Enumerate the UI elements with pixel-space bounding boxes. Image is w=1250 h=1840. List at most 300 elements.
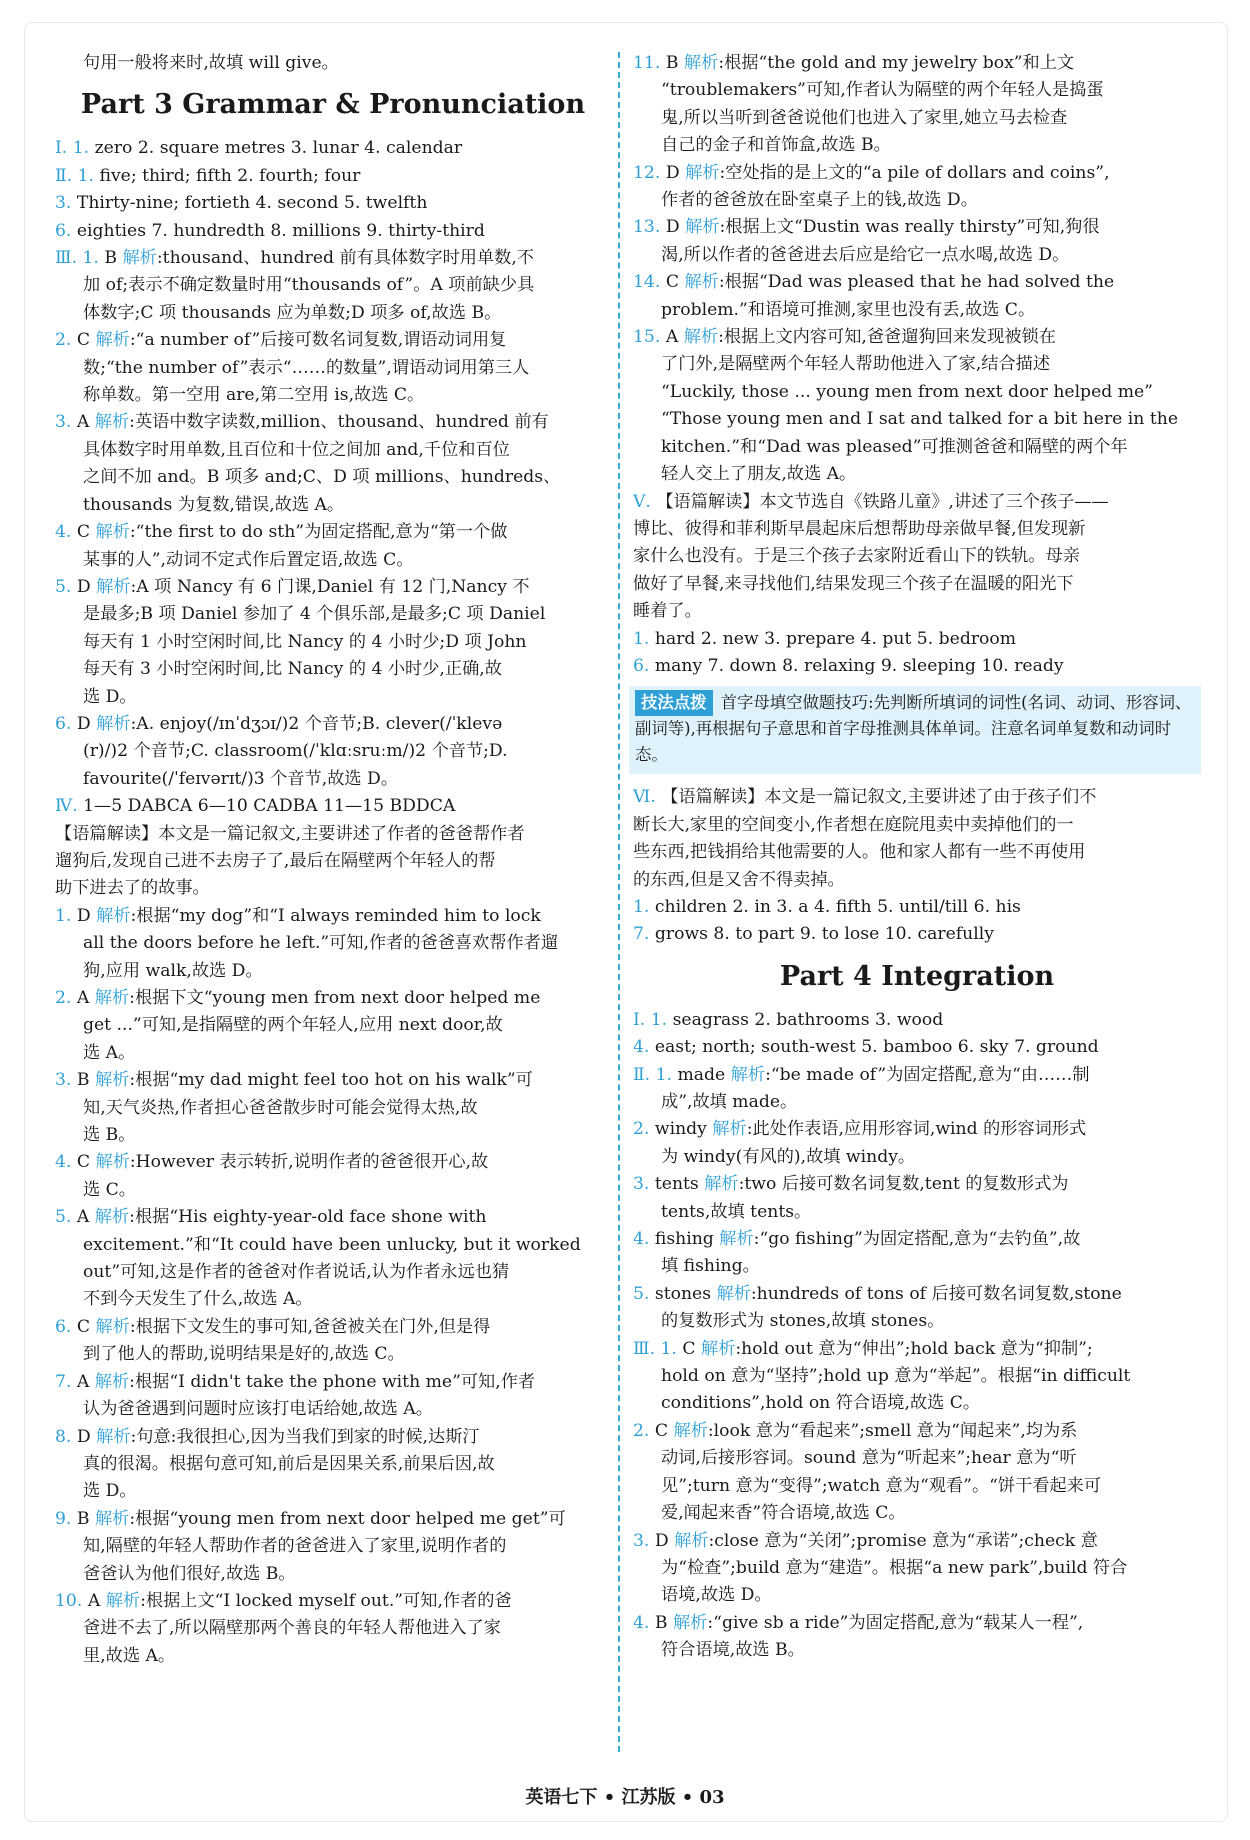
line-text: fishing 解析:“go fishing”为固定搭配,意为“去钓鱼”,故 — [654, 1229, 1081, 1250]
item-number: 2. — [55, 330, 72, 351]
answer-line — [633, 1171, 1201, 1198]
text-line — [633, 812, 1201, 839]
item-number: 6. — [55, 220, 72, 241]
answer-line — [55, 574, 611, 601]
text-line — [633, 1034, 1201, 1061]
analysis-keyword: 解析 — [674, 1530, 709, 1551]
line-text: 某事的人”,动词不定式作后置定语,故选 C。 — [83, 549, 414, 570]
line-text: D 解析:close 意为“关闭”;promise 意为“承诺”;check 意 — [654, 1530, 1098, 1551]
text-line — [55, 1451, 611, 1478]
analysis-keyword: 解析 — [122, 248, 157, 269]
line-text: children 2. in 3. a 4. fifth 5. until/till 6. his — [654, 896, 1021, 917]
item-number: 10. — [55, 1590, 83, 1611]
text-line — [55, 821, 611, 848]
line-text: 的东西,但是又舍不得卖掉。 — [633, 869, 845, 890]
text-line — [55, 1478, 611, 1505]
line-text: 句用一般将来时,故填 will give。 — [83, 53, 339, 73]
item-number: Ⅵ. — [633, 787, 656, 808]
item-number: 5. — [55, 576, 72, 597]
analysis-keyword: 解析 — [95, 1152, 130, 1173]
item-number: 6. — [55, 1316, 72, 1337]
line-text: out”可知,这是作者的爸爸对作者说话,认为作者永远也猜 — [83, 1262, 510, 1283]
text-line — [633, 297, 1201, 324]
text-line — [633, 1089, 1201, 1116]
line-text: 动词,后接形容词。sound 意为“听起来”;hear 意为“听 — [661, 1448, 1077, 1469]
item-number: 4. — [633, 1612, 650, 1633]
line-text: D 解析:根据上文“Dustin was really thirsty”可知,狗很 — [665, 217, 1100, 238]
text-line — [55, 958, 611, 985]
answer-line — [55, 327, 611, 354]
item-number: 4. — [633, 1037, 650, 1058]
line-text: A 解析:根据上文内容可知,爸爸遛狗回来发现被锁在 — [665, 327, 1056, 348]
line-text: five; third; fifth 2. fourth; four — [99, 165, 361, 186]
item-number: 13. — [633, 217, 661, 238]
line-text: 断长大,家里的空间变小,作者想在庭院甩卖中卖掉他们的一 — [633, 814, 1074, 835]
line-text: 了门外,是隔壁两个年轻人帮助他进入了家,结合描述 — [661, 354, 1051, 375]
line-text: 做好了早餐,来寻找他们,结果发现三个孩子在温暖的阳光下 — [633, 573, 1074, 594]
analysis-keyword: 解析 — [96, 1426, 131, 1447]
analysis-keyword: 解析 — [683, 327, 719, 348]
line-text: eighties 7. hundredth 8. millions 9. thirty-third — [76, 220, 485, 241]
analysis-keyword: 解析 — [94, 1207, 130, 1228]
analysis-keyword: 解析 — [672, 1612, 708, 1633]
line-text: 见”;turn 意为“变得”;watch 意为“观看”。“饼干看起来可 — [661, 1475, 1102, 1496]
text-line — [55, 848, 611, 875]
line-text: 语境,故选 D。 — [661, 1585, 772, 1606]
line-text: 加 of;表示不确定数量时用“thousands of”。A 项前缺少具 — [83, 275, 535, 296]
text-line — [633, 406, 1201, 433]
line-text: C 解析:“the first to do sth”为固定搭配,意为“第一个做 — [76, 522, 508, 543]
item-number: 4. — [633, 1229, 650, 1250]
line-text: 选 A。 — [83, 1042, 136, 1063]
text-line — [633, 77, 1201, 104]
text-line — [633, 1582, 1201, 1609]
item-number: 7. — [55, 1371, 72, 1392]
line-text: 到了他人的帮助,说明结果是好的,故选 C。 — [83, 1344, 405, 1365]
answer-line — [55, 409, 611, 436]
line-text: 的复数形式为 stones,故填 stones。 — [661, 1311, 945, 1332]
line-text: A 解析:根据下文“young men from next door helped me — [76, 988, 541, 1008]
line-text: C 解析:hold out 意为“伸出”;hold back 意为“抑制”; — [682, 1338, 1093, 1359]
item-number: 3. — [633, 1530, 650, 1551]
item-number: 8. — [55, 1426, 72, 1447]
text-line — [55, 1396, 611, 1423]
item-number: 2. — [633, 1420, 650, 1441]
line-text: hard 2. new 3. prepare 4. put 5. bedroom — [654, 628, 1017, 649]
analysis-keyword: 解析 — [683, 53, 719, 73]
item-number: Ⅲ. 1. — [633, 1338, 677, 1359]
item-number: 6. — [55, 713, 72, 734]
line-text: D 解析:句意:我很担心,因为当我们到家的时候,达斯汀 — [76, 1426, 480, 1447]
item-number: 12. — [633, 162, 661, 183]
analysis-keyword: 解析 — [730, 1064, 766, 1085]
answer-line — [633, 1062, 1201, 1089]
answer-line — [633, 160, 1201, 187]
line-text: 数;“the number of”表示“……的数量”,谓语动词用第三人 — [83, 357, 530, 378]
analysis-keyword: 解析 — [96, 905, 131, 926]
text-line — [633, 1199, 1201, 1226]
text-line — [633, 489, 1201, 516]
item-number: 9. — [55, 1508, 72, 1529]
line-text: windy 解析:此处作表语,应用形容词,wind 的形容词形式 — [654, 1119, 1087, 1140]
answer-line — [633, 1418, 1201, 1445]
text-line — [633, 1390, 1201, 1417]
line-text: 之间不加 and。B 项多 and;C、D 项 millions、hundreds、 — [83, 467, 561, 488]
line-text: A 解析:英语中数字读数,million、thousand、hundred 前有 — [76, 412, 549, 433]
text-line — [55, 1643, 611, 1670]
text-line — [55, 1561, 611, 1588]
analysis-keyword: 解析 — [94, 988, 130, 1008]
text-line — [633, 132, 1201, 159]
text-line — [55, 272, 611, 299]
text-line — [55, 1615, 611, 1642]
line-text: C 解析:根据下文发生的事可知,爸爸被关在门外,但是得 — [76, 1316, 491, 1337]
item-number: 3. — [633, 1174, 650, 1195]
text-line — [633, 571, 1201, 598]
line-text: 轻人交上了朋友,故选 A。 — [661, 464, 857, 485]
line-text: 每天有 1 小时空闲时间,比 Nancy 的 4 小时少;D 项 John — [83, 631, 527, 652]
answer-line — [55, 1067, 611, 1094]
text-line — [633, 461, 1201, 488]
text-line — [633, 105, 1201, 132]
item-number: 14. — [633, 272, 661, 293]
item-number: Ⅳ. — [55, 796, 78, 817]
line-text: 为“检查”;build 意为“建造”。根据“a new park”,build 符合 — [661, 1557, 1128, 1578]
text-line — [633, 434, 1201, 461]
line-text: 遛狗后,发现自己进不去房子了,最后在隔壁两个年轻人的帮 — [55, 850, 496, 871]
answer-line — [633, 1336, 1201, 1363]
line-text: 自己的金子和首饰盒,故选 B。 — [661, 135, 891, 156]
text-line — [55, 355, 611, 382]
line-text: 选 B。 — [83, 1125, 136, 1146]
answer-line — [633, 1610, 1201, 1637]
analysis-keyword: 解析 — [95, 522, 130, 543]
analysis-keyword: 解析 — [96, 713, 131, 734]
analysis-keyword: 解析 — [94, 1070, 130, 1091]
analysis-keyword: 解析 — [94, 1371, 130, 1392]
text-line — [55, 738, 611, 765]
answer-line — [633, 1528, 1201, 1555]
answer-line — [633, 1226, 1201, 1253]
line-text: C 解析:“a number of”后接可数名词复数,谓语动词用复 — [76, 330, 507, 351]
text-line — [633, 1555, 1201, 1582]
line-text: get ...”可知,是指隔壁的两个年轻人,应用 next door,故 — [83, 1015, 503, 1036]
analysis-keyword: 解析 — [685, 162, 720, 183]
item-number: Ⅲ. 1. — [55, 248, 99, 269]
answer-line — [633, 214, 1201, 241]
item-number: 4. — [55, 1152, 72, 1173]
line-text: 称单数。第一空用 are,第二空用 is,故选 C。 — [83, 385, 425, 406]
line-text: 体数字;C 项 thousands 应为单数;D 项多 of,故选 B。 — [83, 302, 502, 323]
line-text: stones 解析:hundreds of tons of 后接可数名词复数,stone — [654, 1283, 1122, 1304]
text-line — [55, 382, 611, 409]
line-text: 助下进去了的故事。 — [55, 878, 210, 899]
text-line — [633, 1473, 1201, 1500]
line-text: 狗,应用 walk,故选 D。 — [83, 960, 263, 981]
line-text: 填 fishing。 — [661, 1256, 760, 1277]
text-line — [55, 1177, 611, 1204]
analysis-keyword: 解析 — [96, 576, 131, 597]
line-text: B 解析:“give sb a ride”为固定搭配,意为“载某人一程”, — [654, 1612, 1084, 1633]
analysis-keyword: 解析 — [716, 1283, 751, 1304]
line-text: A 解析:根据上文“I locked myself out.”可知,作者的爸 — [87, 1590, 512, 1611]
text-line — [55, 1040, 611, 1067]
text-line — [55, 437, 611, 464]
text-line — [633, 187, 1201, 214]
line-text: 知,天气炎热,作者担心爸爸散步时可能会觉得太热,故 — [83, 1097, 478, 1118]
item-number: 2. — [55, 988, 72, 1008]
line-text: excitement.”和“It could have been unlucky, but it worked — [83, 1234, 581, 1255]
answer-line — [55, 1149, 611, 1176]
line-text: (r)/)2 个音节;C. classroom(/ˈklɑːsruːm/)2 个音节;D. — [83, 741, 508, 762]
line-text: 符合语境,故选 B。 — [661, 1640, 805, 1661]
text-line — [55, 1341, 611, 1368]
text-line — [633, 784, 1201, 811]
line-text: 【语篇解读】本文是一篇记叙文,主要讲述了由于孩子们不 — [661, 787, 1097, 808]
answer-line — [55, 519, 611, 546]
item-number: 7. — [633, 924, 650, 945]
line-text: D 解析:A. enjoy(/ɪnˈdʒɔɪ/)2 个音节;B. clever(/ˈklevə — [76, 713, 503, 734]
line-text: zero 2. square metres 3. lunar 4. calendar — [94, 138, 463, 159]
item-number: Ⅰ. 1. — [633, 1009, 668, 1030]
line-text: 知,隔壁的年轻人帮助作者的爸爸进入了家里,说明作者的 — [83, 1536, 507, 1557]
line-text: C 解析:However 表示转折,说明作者的爸爸很开心,故 — [76, 1152, 489, 1173]
text-line — [633, 1144, 1201, 1171]
answer-line — [55, 1314, 611, 1341]
text-line — [633, 867, 1201, 894]
answer-line — [55, 245, 611, 272]
answer-line — [55, 1369, 611, 1396]
line-text: 作者的爸爸放在卧室桌子上的钱,故选 D。 — [661, 190, 978, 211]
line-text: 不到今天发生了什么,故选 A。 — [83, 1289, 313, 1310]
column-divider — [618, 52, 620, 1752]
line-text: 爸爸认为他们很好,故选 B。 — [83, 1563, 296, 1584]
tip-box — [629, 686, 1201, 774]
line-text: 爸进不去了,所以隔壁那两个善良的年轻人帮他进入了家 — [83, 1618, 501, 1639]
line-text: hold on 意为“坚持”;hold up 意为“举起”。根据“in difficult — [661, 1366, 1131, 1387]
tip-text: 首字母填空做题技巧:先判断所填词的词性(名词、动词、形容词、副词等),再根据句子意思和首字母推测具体单词。注意名词单复数和动词时态。 — [635, 693, 1192, 765]
item-number: 3. — [55, 193, 72, 214]
item-number: 1. — [55, 905, 72, 926]
text-line — [55, 190, 611, 217]
answer-line — [55, 1424, 611, 1451]
line-text: B 解析:根据“the gold and my jewelry box”和上文 — [665, 53, 1075, 73]
text-line — [55, 656, 611, 683]
line-text: 真的很渴。根据句意可知,前后是因果关系,前果后因,故 — [83, 1453, 495, 1474]
line-text: problem.”和语境可推测,家里也没有丢,故选 C。 — [661, 299, 1036, 320]
line-text: B 解析:根据“my dad might feel too hot on his walk”可 — [76, 1070, 533, 1091]
line-text: 为 windy(有风的),故填 windy。 — [661, 1146, 916, 1167]
line-text: 具体数字时用单数,且百位和十位之间加 and,千位和百位 — [83, 439, 510, 460]
item-number: 5. — [633, 1283, 650, 1304]
item-number: 2. — [633, 1119, 650, 1140]
text-line — [633, 653, 1201, 680]
analysis-keyword: 解析 — [94, 1508, 130, 1529]
line-text: 爱,闻起来香”符合语境,故选 C。 — [661, 1503, 906, 1524]
line-text: east; north; south-west 5. bamboo 6. sky 7. ground — [654, 1037, 1099, 1058]
item-number: 3. — [55, 1070, 72, 1091]
text-line — [55, 218, 611, 245]
answer-line — [55, 903, 611, 930]
text-line — [633, 351, 1201, 378]
text-line — [633, 242, 1201, 269]
line-text: D 解析:空处指的是上文的“a pile of dollars and coins”, — [665, 162, 1110, 183]
line-text: seagrass 2. bathrooms 3. wood — [672, 1009, 944, 1030]
tip-label: 技法点拨 — [635, 690, 713, 716]
line-text: 鬼,所以当听到爸爸说他们也进入了家里,她立马去检查 — [661, 107, 1068, 128]
analysis-keyword: 解析 — [704, 1174, 739, 1195]
answer-line — [633, 50, 1201, 77]
line-text: D 解析:A 项 Nancy 有 6 门课,Daniel 有 12 门,Nancy 不 — [76, 576, 530, 597]
answer-line — [55, 1506, 611, 1533]
text-line — [633, 1445, 1201, 1472]
item-number: Ⅱ. 1. — [633, 1064, 673, 1085]
text-line — [55, 1122, 611, 1149]
item-number: 6. — [633, 655, 650, 676]
line-text: C 解析:根据“Dad was pleased that he had solved the — [665, 272, 1115, 293]
analysis-keyword: 解析 — [701, 1338, 736, 1359]
text-line — [633, 1363, 1201, 1390]
text-line — [55, 464, 611, 491]
text-line — [633, 1308, 1201, 1335]
item-number: 1. — [633, 628, 650, 649]
left-column — [55, 50, 611, 1670]
line-text: tents,故填 tents。 — [661, 1201, 812, 1222]
item-number: 15. — [633, 327, 661, 348]
text-line — [55, 793, 611, 820]
line-text: grows 8. to part 9. to lose 10. carefully — [654, 924, 994, 945]
text-line — [633, 1253, 1201, 1280]
text-line — [633, 1637, 1201, 1664]
text-line — [55, 135, 611, 162]
answer-line — [55, 985, 611, 1012]
line-text: made 解析:“be made of”为固定搭配,意为“由……制 — [677, 1064, 1090, 1085]
text-line — [633, 516, 1201, 543]
text-line — [55, 50, 611, 77]
line-text: 是最多;B 项 Daniel 参加了 4 个俱乐部,是最多;C 项 Daniel — [83, 604, 546, 625]
line-text: Thirty-nine; fortieth 4. second 5. twelfth — [76, 193, 428, 214]
line-text: 渴,所以作者的爸爸进去后应是给它一点水喝,故选 D。 — [661, 244, 1070, 265]
line-text: B 解析:根据“young men from next door helped me get”可 — [76, 1508, 566, 1529]
section-heading: Part 3 Grammar & Pronunciation — [80, 89, 586, 121]
text-line — [55, 1259, 611, 1286]
line-text: 【语篇解读】本文节选自《铁路儿童》,讲述了三个孩子—— — [656, 491, 1109, 512]
line-text: 选 D。 — [83, 686, 137, 707]
item-number: 11. — [633, 53, 661, 73]
line-text: 些东西,把钱捐给其他需要的人。他和家人都有一些不再使用 — [633, 842, 1086, 863]
text-line — [633, 626, 1201, 653]
analysis-keyword: 解析 — [673, 1420, 708, 1441]
text-line — [55, 492, 611, 519]
line-text: 选 C。 — [83, 1179, 136, 1200]
item-number: 4. — [55, 522, 72, 543]
answer-line — [633, 1281, 1201, 1308]
item-number: Ⅱ. 1. — [55, 165, 95, 186]
line-text: 家什么也没有。于是三个孩子去家附近看山下的铁轨。母亲 — [633, 546, 1080, 567]
line-text: A 解析:根据“I didn't take the phone with me”可知,作者 — [76, 1371, 536, 1392]
item-number: 1. — [633, 896, 650, 917]
text-line — [55, 875, 611, 902]
line-text: 1—5 DABCA 6—10 CADBA 11—15 BDDCA — [83, 796, 456, 817]
text-line — [633, 543, 1201, 570]
right-column — [633, 50, 1201, 1665]
line-text: tents 解析:two 后接可数名词复数,tent 的复数形式为 — [654, 1174, 1069, 1195]
line-text: 选 D。 — [83, 1481, 137, 1502]
text-line — [55, 163, 611, 190]
text-line — [55, 1095, 611, 1122]
line-text: 成”,故填 made。 — [661, 1092, 798, 1112]
text-line — [55, 684, 611, 711]
line-text: kitchen.”和“Dad was pleased”可推测爸爸和隔壁的两个年 — [661, 436, 1128, 457]
analysis-keyword: 解析 — [719, 1229, 754, 1250]
item-number: Ⅰ. 1. — [55, 138, 90, 159]
text-line — [633, 894, 1201, 921]
line-text: all the doors before he left.”可知,作者的爸爸喜欢帮作者遛 — [83, 933, 559, 954]
line-text: conditions”,hold on 符合语境,故选 C。 — [661, 1393, 981, 1414]
text-line — [55, 930, 611, 957]
analysis-keyword: 解析 — [685, 217, 720, 238]
line-text: 认为爸爸遇到问题时应该打电话给她,故选 A。 — [83, 1399, 433, 1420]
line-text: C 解析:look 意为“看起来”;smell 意为“闻起来”,均为系 — [654, 1420, 1078, 1441]
text-line — [55, 1232, 611, 1259]
answer-line — [633, 324, 1201, 351]
line-text: 睡着了。 — [633, 601, 702, 622]
page-footer: 英语七下 • 江苏版 • 03 — [525, 1787, 725, 1808]
text-line — [633, 379, 1201, 406]
line-text: 【语篇解读】本文是一篇记叙文,主要讲述了作者的爸爸帮作者 — [55, 823, 525, 844]
answer-line — [55, 711, 611, 738]
text-line — [55, 766, 611, 793]
text-line — [633, 598, 1201, 625]
answer-line — [55, 1204, 611, 1231]
line-text: “Those young men and I sat and talked for a bit here in the — [661, 409, 1178, 430]
text-line — [55, 300, 611, 327]
analysis-keyword: 解析 — [95, 1316, 130, 1337]
text-line — [55, 1012, 611, 1039]
answer-line — [633, 1116, 1201, 1143]
text-line — [55, 629, 611, 656]
line-text: many 7. down 8. relaxing 9. sleeping 10. ready — [654, 655, 1064, 676]
text-line — [633, 1500, 1201, 1527]
line-text: 每天有 3 小时空闲时间,比 Nancy 的 4 小时少,正确,故 — [83, 659, 502, 680]
analysis-keyword: 解析 — [94, 412, 130, 433]
analysis-keyword: 解析 — [105, 1590, 141, 1611]
line-text: “Luckily, those ... young men from next door helped me” — [661, 381, 1153, 402]
analysis-keyword: 解析 — [684, 272, 719, 293]
text-line — [633, 921, 1201, 948]
item-number: 3. — [55, 412, 72, 433]
line-text: 博比、彼得和菲利斯早晨起床后想帮助母亲做早餐,但发现新 — [633, 518, 1086, 539]
text-line — [55, 547, 611, 574]
line-text: favourite(/ˈfeɪvərɪt/)3 个音节,故选 D。 — [83, 768, 399, 789]
text-line — [55, 1533, 611, 1560]
line-text: D 解析:根据“my dog”和“I always reminded him to lock — [76, 905, 541, 926]
answer-line — [633, 269, 1201, 296]
answer-line — [55, 1588, 611, 1615]
line-text: 里,故选 A。 — [83, 1645, 176, 1666]
item-number: Ⅴ. — [633, 491, 651, 512]
line-text: “troublemakers”可知,作者认为隔壁的两个年轻人是捣蛋 — [661, 80, 1104, 101]
line-text: B 解析:thousand、hundred 前有具体数字时用单数,不 — [104, 248, 534, 269]
text-line — [633, 839, 1201, 866]
analysis-keyword: 解析 — [712, 1119, 747, 1140]
section-heading: Part 4 Integration — [779, 960, 1055, 992]
text-line — [633, 1007, 1201, 1034]
item-number: 5. — [55, 1207, 72, 1228]
text-line — [55, 601, 611, 628]
line-text: A 解析:根据“His eighty-year-old face shone with — [76, 1207, 487, 1228]
text-line — [55, 1286, 611, 1313]
